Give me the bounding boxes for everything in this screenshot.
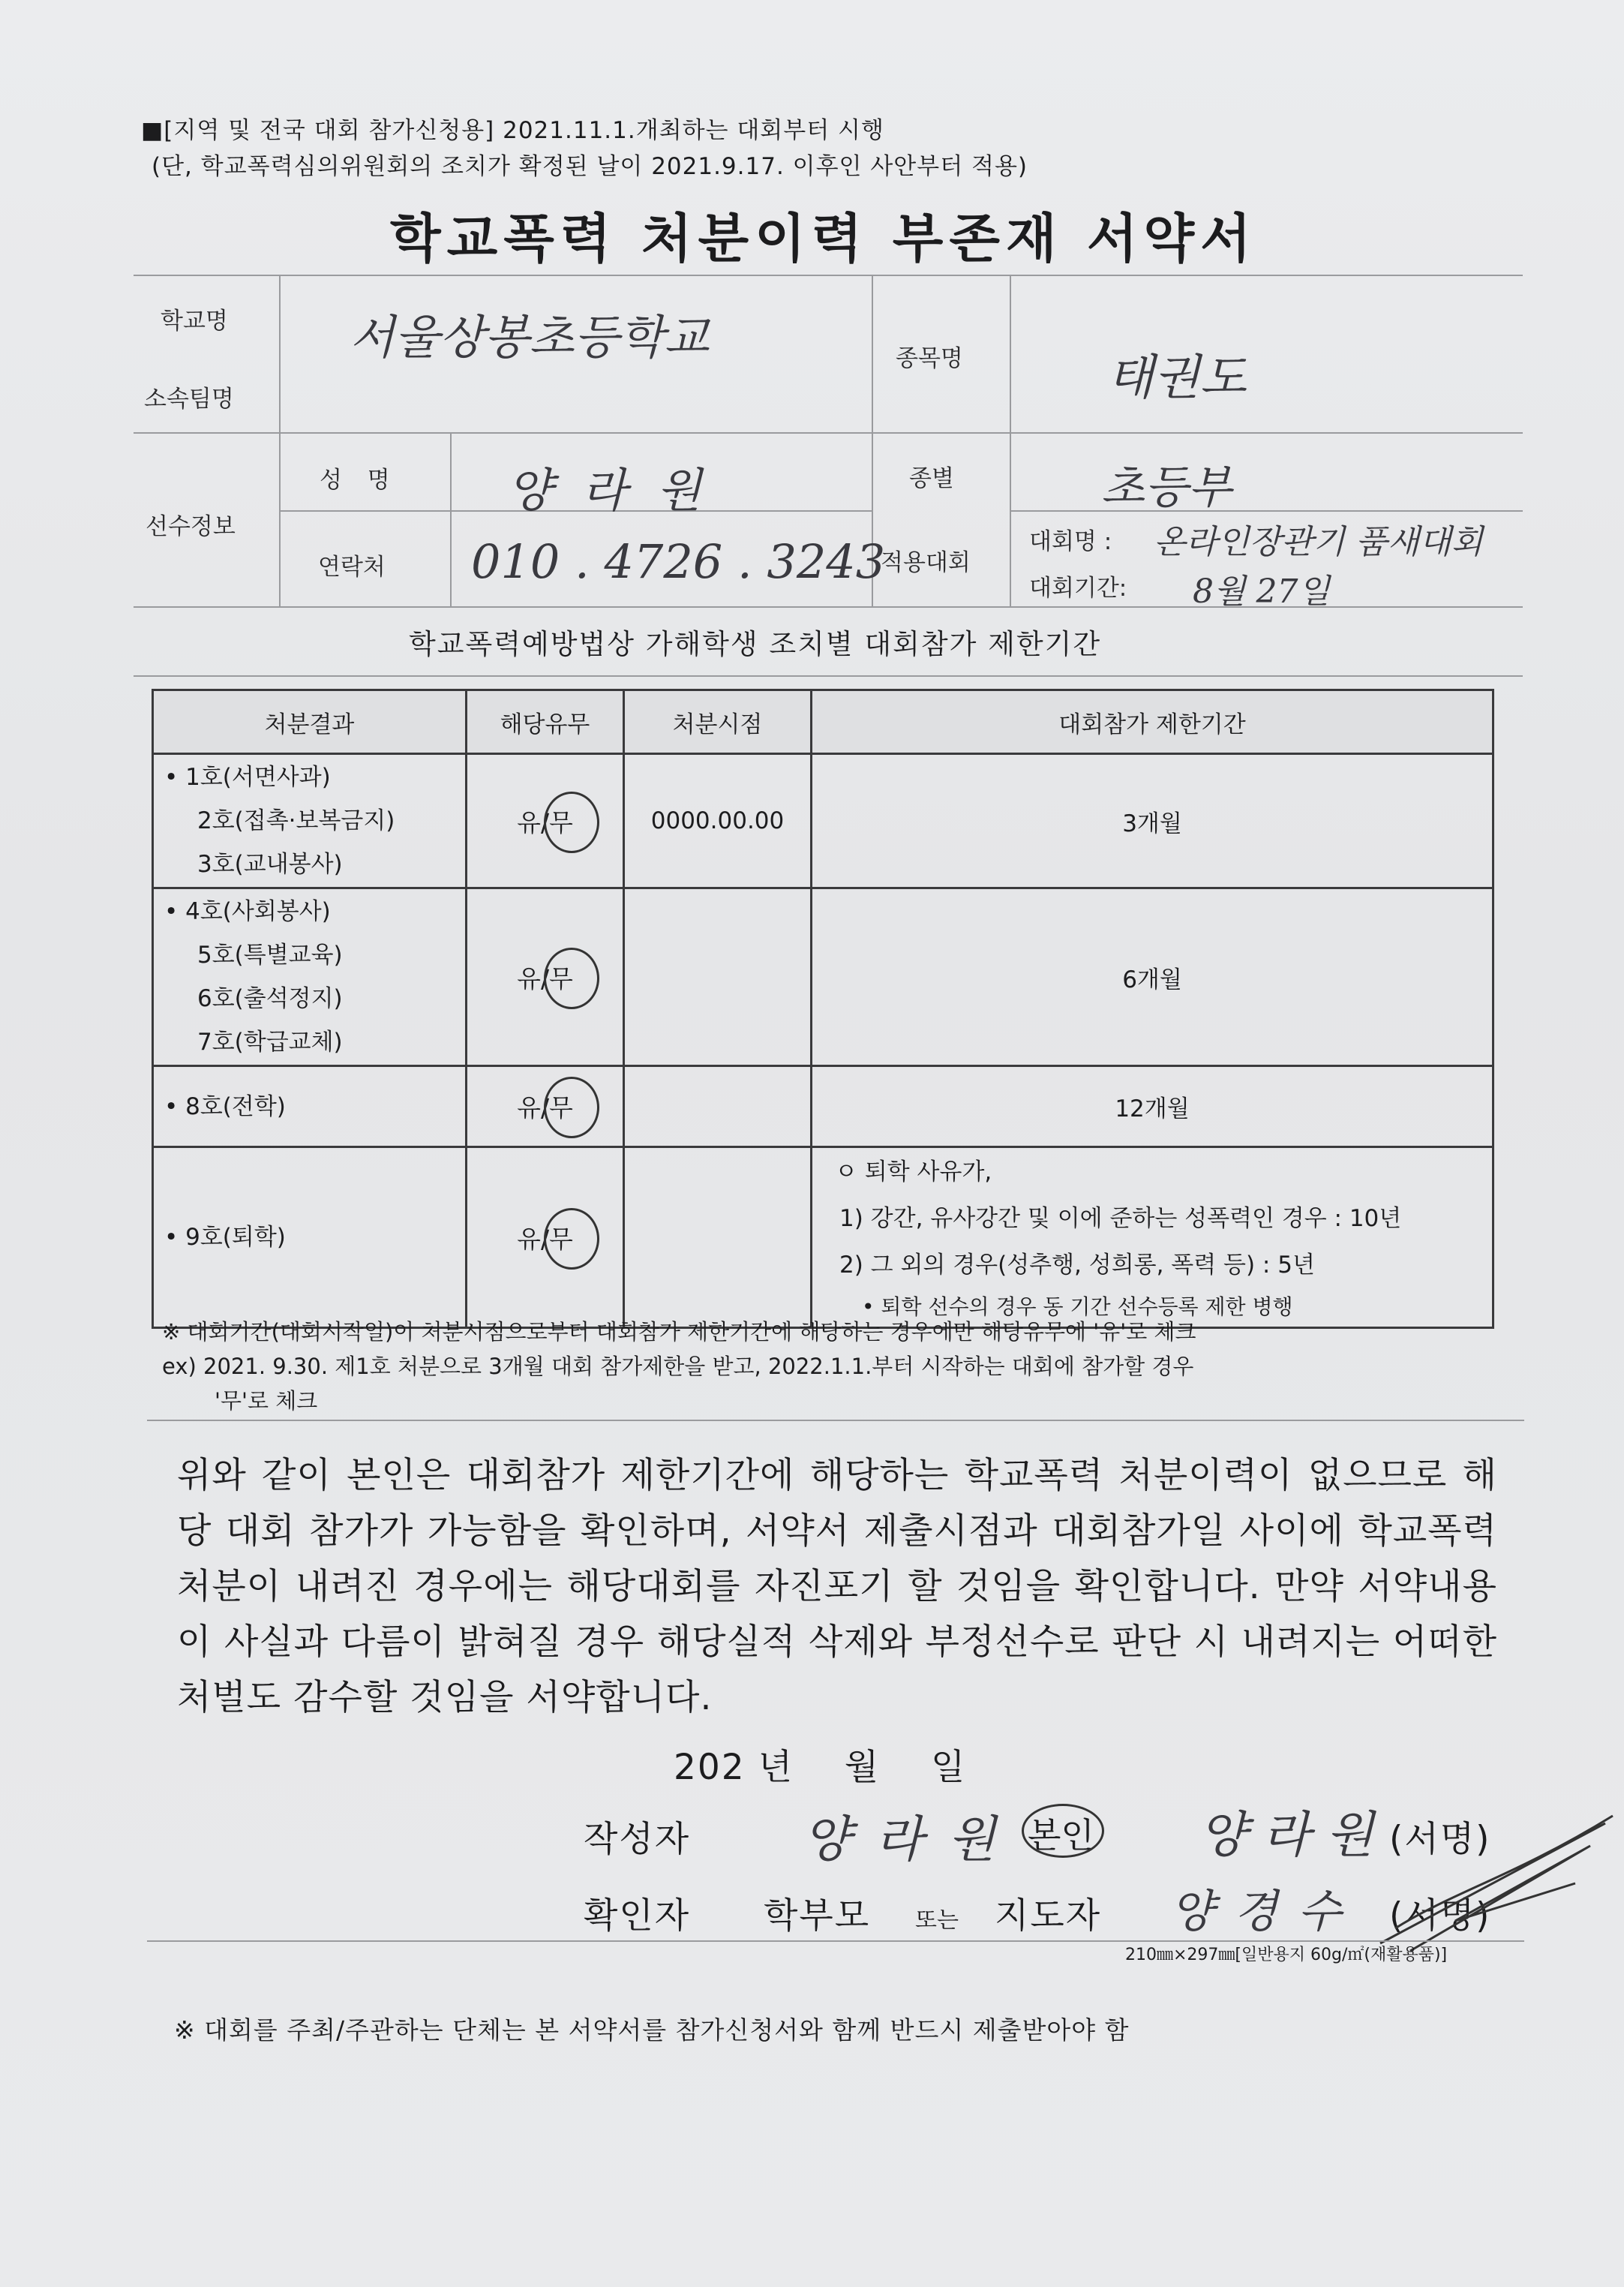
notice-text [141,113,1028,185]
confirmer-label: 확인자 [584,1895,691,1937]
tournament-period-value: 8월 27일 [1193,573,1330,611]
yes-no-cell[interactable] [467,1066,624,1147]
coach-label: 지도자 [995,1895,1102,1937]
table-row [153,754,1493,888]
writer-sign-suffix: (서명) [1389,1819,1491,1860]
date-line: 202 년 월 일 [674,1747,967,1788]
paper-spec: 210㎜×297㎜[일반용지 60g/㎡(재활용품)] [1125,1946,1448,1964]
or-label: 또는 [915,1907,959,1934]
yes-no-cell[interactable] [467,754,624,888]
confirmer-sign-suffix: (서명) [1389,1895,1491,1937]
no-circle-mark [544,1077,599,1138]
event-label: 종목명 [896,345,963,372]
info-rule-1 [134,432,1523,434]
footnote-block [162,1315,1527,1418]
disposition-date-cell [624,888,812,1066]
disposition-item: 5호(특별교육) [197,942,343,969]
disposition-cell [153,888,467,1066]
expel-reasons-cell [812,1147,1493,1328]
expel-reason: ㅇ 퇴학 사유가, [835,1159,992,1186]
parent-label: 학부모 [764,1895,871,1937]
info-top-rule [134,275,1523,276]
yes-no-choice[interactable]: 유/무 [517,1220,573,1255]
yes-no-cell[interactable] [467,1147,624,1328]
writer-signature: 양 라 원 [1199,1806,1374,1864]
expel-reason: 1) 강간, 유사강간 및 이에 준하는 성폭력인 경우 : 10년 [839,1205,1402,1232]
footnote-line-3: '무'로 체크 [215,1388,318,1414]
restriction-subtitle: 학교폭력예방법상 가해학생 조치별 대회참가 제한기간 [409,628,1102,660]
restriction-period-cell: 6개월 [812,888,1493,1066]
disposition-item: 7호(학급교체) [197,1029,343,1056]
footnote-line-2: ex) 2021. 9.30. 제1호 처분으로 3개월 대회 참가제한을 받고, 2022.1.1.부터 시작하는 대회에 참가할 경우 [162,1354,1194,1379]
disposition-cell [153,1066,467,1147]
name-label: 성 명 [320,467,399,494]
footnote-line-1: ※ 대회기간(대회시작일)이 처분시점으로부터 대회참가 제한기간에 해당하는 경우에만 해당유무에 '유'로 체크 [162,1319,1196,1345]
name-value: 양 라 원 [507,463,710,518]
expel-reason: 2) 그 외의 경우(성추행, 성희롱, 폭력 등) : 5년 [839,1252,1315,1279]
pledge-paragraph: 위와 같이 본인은 대회참가 제한기간에 해당하는 학교폭력 처분이력이 없으므로 해당 대회 참가가 가능함을 확인하며, 서약서 제출시점과 대회참가일 사이에 학교폭력 처분이 내려진 경우에는 해당대회를 자진포기 할 것임을 확인합니다. 만약 서약내용이 사실과 다름이 밝혀질 경우 해당실적 삭제와 부정선수로 판단 시 내려지는 어떠한 처벌도 감수할 것임을 서약합니다. [177,1455,1497,1718]
athlete-info-label: 선수정보 [146,513,236,540]
restriction-period-cell: 12개월 [812,1066,1493,1147]
category-value: 초등부 [1101,461,1232,514]
category-label: 종별 [909,465,954,492]
writer-label: 작성자 [584,1819,691,1860]
disposition-item: • 4호(사회봉사) [164,898,331,925]
disposition-date-cell: 0000.00.00 [624,754,812,888]
disposition-date-cell [624,1066,812,1147]
column-header: 처분시점 [624,690,812,754]
document-title: 학교폭력 처분이력 부존재 서약서 [390,208,1257,269]
confirmer-signature: 양 경 수 [1170,1886,1345,1938]
info-vline-4 [450,432,452,606]
no-circle-mark [544,948,599,1009]
disposition-item: 2호(접촉·보복금지) [197,807,395,834]
column-header: 대회참가 제한기간 [812,690,1493,754]
tournament-period-label: 대회기간: [1029,575,1127,602]
no-circle-mark [544,1208,599,1270]
notice-line-1: ■[지역 및 전국 대회 참가신청용] 2021.11.1.개최하는 대회부터 시행 [141,117,884,144]
disposition-item: • 1호(서면사과) [164,764,331,791]
table-row [153,888,1493,1066]
disposition-cell [153,1147,467,1328]
yes-no-choice[interactable]: 유/무 [517,804,573,839]
no-circle-mark [544,792,599,853]
yes-no-choice[interactable]: 유/무 [517,960,573,995]
footnote-rule [147,1420,1524,1421]
table-row [153,1147,1493,1328]
restriction-period-cell: 3개월 [812,754,1493,888]
apply-tournament-label: 적용대회 [881,549,971,576]
school-label: 학교명 [161,308,228,335]
disposition-cell [153,754,467,888]
disposition-item: 3호(교내봉사) [197,851,343,878]
disposition-item: 6호(출석정지) [197,985,343,1012]
tournament-name-label: 대회명 : [1029,528,1112,555]
writer-name: 양 라 원 [803,1811,1001,1868]
tournament-name-value: 온라인장관기 품새대회 [1154,523,1484,561]
contact-value: 010 . 4726 . 3243 [471,534,886,589]
restriction-table [152,689,1494,1329]
notice-line-2: (단, 학교폭력심의위원회의 조치가 확정된 날이 2021.9.17. 이후인 사안부터 적용) [152,153,1028,180]
table-header-row [153,690,1493,754]
self-label: 본인 [1028,1815,1094,1856]
column-header: 처분결과 [153,690,467,754]
table-row [153,1066,1493,1147]
self-circle-mark [1022,1804,1104,1858]
event-value: 태권도 [1107,350,1247,406]
contact-label: 연락처 [318,554,386,581]
info-rule-3 [1010,510,1523,512]
info-vline-3 [1010,275,1011,606]
bottom-note: ※ 대회를 주최/주관하는 단체는 본 서약서를 참가신청서와 함께 반드시 제출받아야 함 [174,2015,1130,2045]
disposition-date-cell [624,1147,812,1328]
disposition-item: • 9호(퇴학) [164,1224,286,1251]
yes-no-cell[interactable] [467,888,624,1066]
column-header: 해당유무 [467,690,624,754]
yes-no-choice[interactable]: 유/무 [517,1089,573,1124]
subtitle-rule [134,675,1523,677]
expel-reason: • 퇴학 선수의 경우 동 기간 선수등록 제한 병행 [862,1294,1293,1319]
info-vline-1 [279,275,281,606]
disposition-item: • 8호(전학) [164,1092,286,1120]
team-label: 소속팀명 [144,386,234,413]
school-value: 서울상봉초등학교 [350,310,710,365]
